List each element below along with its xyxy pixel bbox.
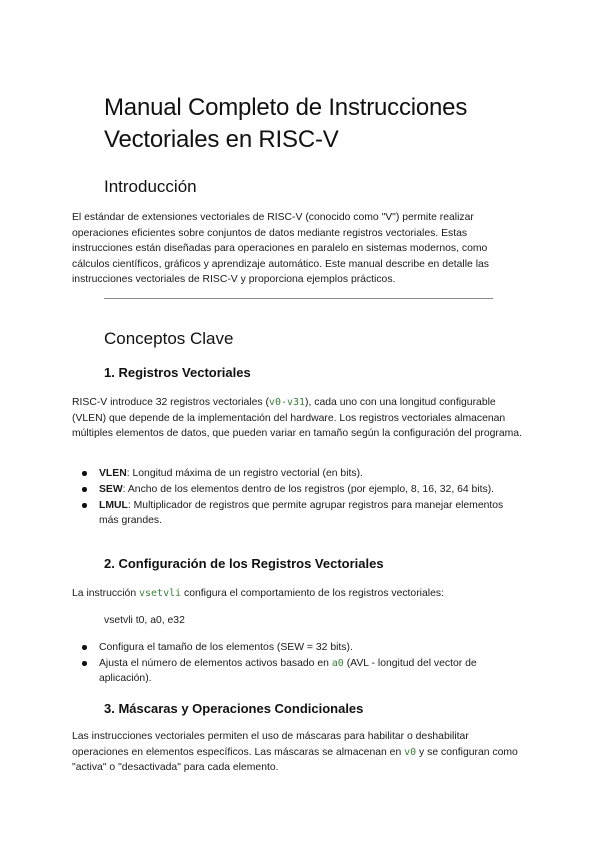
- inline-code-a0: a0: [331, 658, 344, 669]
- section-1-list: [72, 466, 517, 529]
- bullet-icon: [82, 661, 87, 666]
- list-item: SEW: Ancho de los elementos dentro de los registros (por ejemplo, 8, 16, 32, 64 bits).: [72, 482, 517, 497]
- section-divider: [104, 298, 493, 299]
- bullet-icon: [82, 503, 87, 508]
- page-title: Manual Completo de Instrucciones Vectoriales en RISC-V: [104, 94, 468, 153]
- section-3-paragraph: Las instrucciones vectoriales permiten el uso de máscaras para habilitar o deshabilitar operaciones en elementos específicos. Las máscaras se almacenan en v0 y se configuran como "activa" o "desactivada" para cada elemento.: [72, 731, 518, 774]
- bullet-icon: [82, 487, 87, 492]
- list-item: VLEN: Longitud máxima de un registro vectorial (en bits).: [72, 466, 517, 481]
- section-2-paragraph: La instrucción vsetvli configura el comportamiento de los registros vectoriales:: [72, 588, 444, 599]
- inline-code-vsetvli: vsetvli: [139, 588, 182, 599]
- list-item: Ajusta el número de elementos activos basado en a0 (AVL - longitud del vector de aplicación).: [72, 656, 517, 686]
- inline-code-v0: v0: [404, 746, 417, 758]
- list-item: LMUL: Multiplicador de registros que permite agrupar registros para manejar elementos más grandes.: [72, 498, 517, 528]
- inline-code-registers: v0-v31: [268, 397, 306, 408]
- concepts-heading: Conceptos Clave: [104, 329, 234, 348]
- section-3-heading: 3. Máscaras y Operaciones Condicionales: [104, 701, 364, 716]
- section-2-heading: 2. Configuración de los Registros Vectoriales: [104, 556, 384, 571]
- section-1-heading: 1. Registros Vectoriales: [104, 365, 251, 380]
- section-2-list: [72, 640, 517, 687]
- bullet-icon: [82, 471, 87, 476]
- intro-heading: Introducción: [104, 177, 197, 196]
- list-item: Configura el tamaño de los elementos (SEW = 32 bits).: [72, 640, 517, 655]
- code-example: vsetvli t0, a0, e32: [104, 615, 185, 626]
- intro-paragraph: El estándar de extensiones vectoriales de RISC-V (conocido como "V") permite realizar operaciones eficientes sobre conjuntos de datos mediante registros vectoriales. Estas instrucciones están diseñadas para operaciones en paralelo en sistemas modernos, como cálculos científicos, gráficos y aprendizaje automático. Este manual describe en detalle las instrucciones vectoriales de RISC-V y proporciona ejemplos prácticos.: [72, 212, 490, 286]
- bullet-icon: [82, 645, 87, 650]
- section-1-paragraph: RISC-V introduce 32 registros vectoriales (v0-v31), cada uno con una longitud configurable (VLEN) que depende de la implementación del hardware. Los registros vectoriales almacenan múltiples elementos de datos, que pueden variar en tamaño según la configuración del programa.: [72, 397, 522, 440]
